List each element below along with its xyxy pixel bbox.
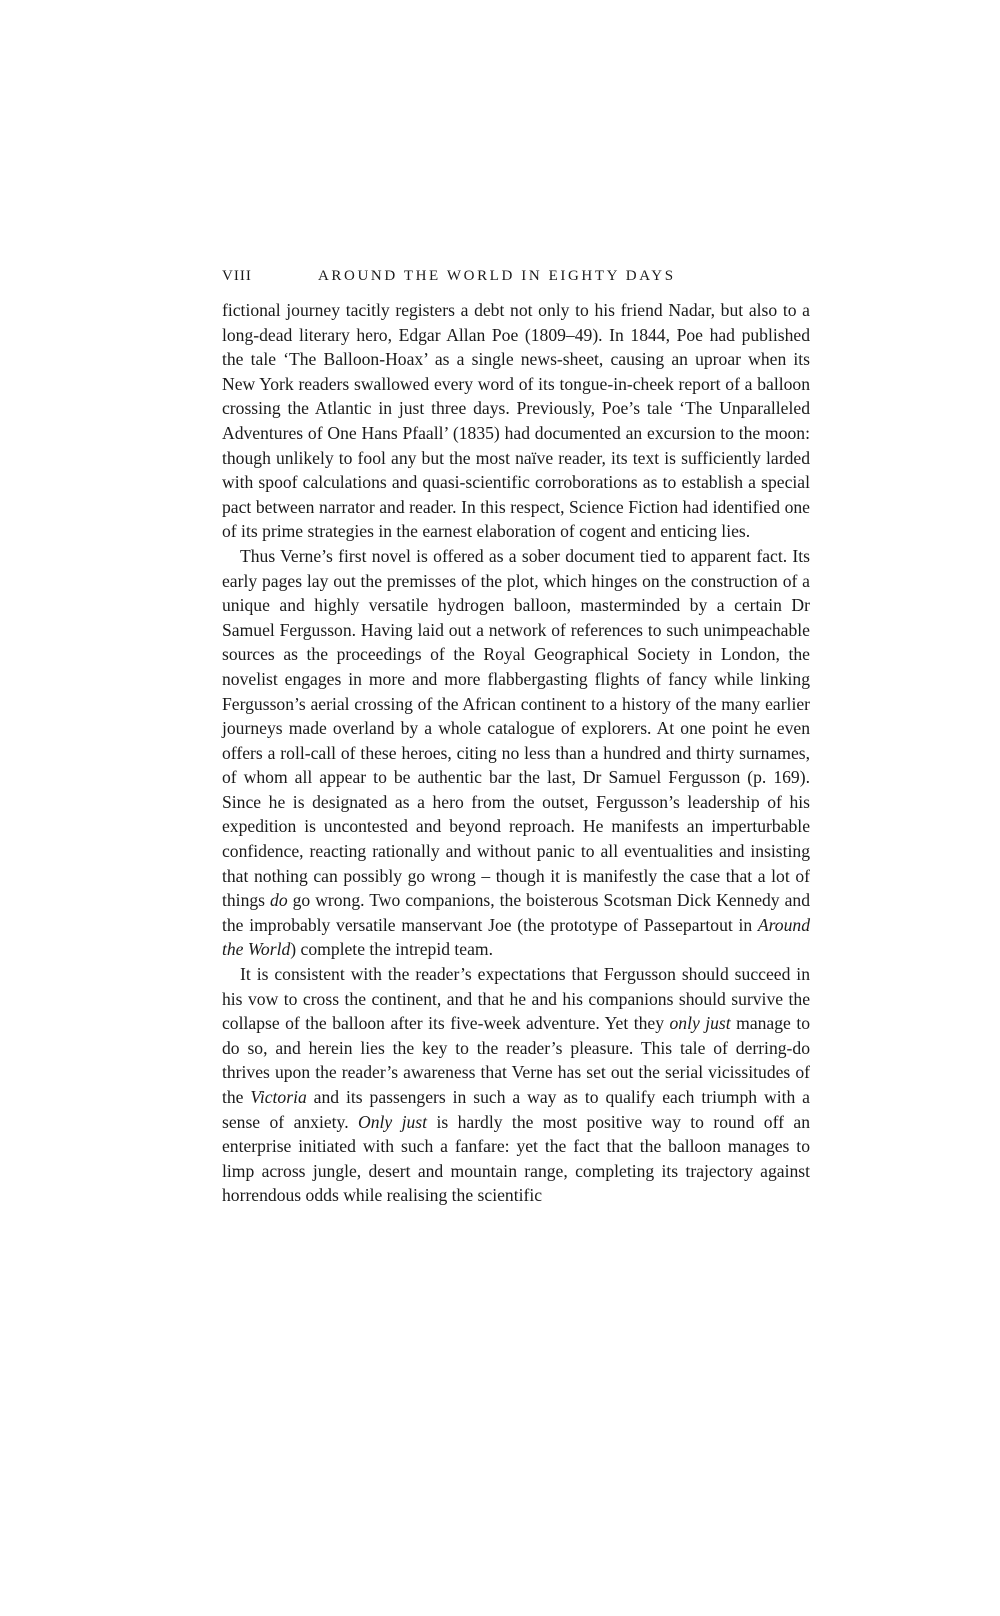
body-text [222, 298, 810, 1208]
text-segment: fictional journey tacitly registers a debt not only to his friend Nadar, but also to a long-dead literary hero, Edgar Allan Poe (1809–49). In 1844, Poe had published the tale ‘The Balloon-Hoax’ as a single news-sheet, causing an uproar when its New York readers swallowed every word of its tongue-in-cheek report of a balloon crossing the Atlantic in just three days. Previously, Poe’s tale ‘The Unparalleled Adventures of One Hans Pfaall’ (1835) had documented an excursion to the moon: though unlikely to fool any but the most naïve reader, its text is sufficiently larded with spoof calculations and quasi-scientific corroborations as to establish a special pact between narrator and reader. In this respect, Science Fiction had identified one of its prime strategies in the earnest elaboration of cogent and enticing lies. [222, 300, 810, 542]
text-segment: It is consistent with the reader’s expectations that Fergusson should succeed in his vow to cross the continent, and that he and his companions should survive the collapse of the balloon after its five-week adventure. Yet they [222, 964, 810, 1034]
emphasis-text: do [270, 890, 288, 911]
text-segment: is hardly the most positive way to round off an enterprise initiated with such a fanfare: yet the fact that the balloon manages to limp across jungle, desert and mountain range, completing its trajectory against horrendous odds while realising the scientific [222, 1111, 811, 1206]
text-segment: manage to do so, and herein lies the key to the reader’s pleasure. This tale of derring-do thrives upon the reader’s awareness that Verne has set out the serial vicissitudes of the [222, 1013, 811, 1107]
emphasis-text: only just [669, 1013, 731, 1034]
text-segment: go wrong. Two companions, the boisterous Scotsman Dick Kennedy and the improbably versatile manservant Joe (the prototype of Passepartout in [222, 890, 810, 935]
paragraph [222, 298, 810, 544]
text-segment: ) complete the intrepid team. [290, 939, 494, 960]
paragraph [222, 962, 810, 1208]
ship-name: Victoria [250, 1087, 307, 1107]
page-header [222, 268, 810, 288]
paragraph [222, 544, 810, 962]
text-segment: and its passengers in such a way as to qualify each triumph with a sense of anxiety. [222, 1087, 810, 1132]
running-head: AROUND THE WORLD IN EIGHTY DAYS [318, 268, 676, 284]
page-number: VIII [222, 268, 252, 284]
text-segment: Thus Verne’s first novel is offered as a sober document tied to apparent fact. Its early pages lay out the premisses of the plot, which hinges on the construction of a unique and highly versatile hydrogen balloon, masterminded by a certain Dr Samuel Fergusson. Having laid out a network of references to such unimpeachable sources as the proceedings of the Royal Geographical Society in London, the novelist engages in more and more flabbergasting flights of fancy while linking Fergusson’s aerial crossing of the African continent to a history of the many earlier journeys made overland by a whole catalogue of explorers. At one point he even offers a roll-call of these heroes, citing no less than a hundred and thirty surnames, of whom all appear to be authentic bar the last, Dr Samuel Fergusson (p. 169). Since he is designated as a hero from the outset, Fergusson’s leadership of his expedition is uncontested and beyond reproach. He manifests an imperturbable confidence, reacting rationally and without panic to all eventualities and insisting that nothing can possibly go wrong – though it is manifestly the case that a lot of things [222, 545, 810, 911]
emphasis-text: Only just [358, 1111, 428, 1132]
book-title: Around the World [222, 914, 810, 960]
